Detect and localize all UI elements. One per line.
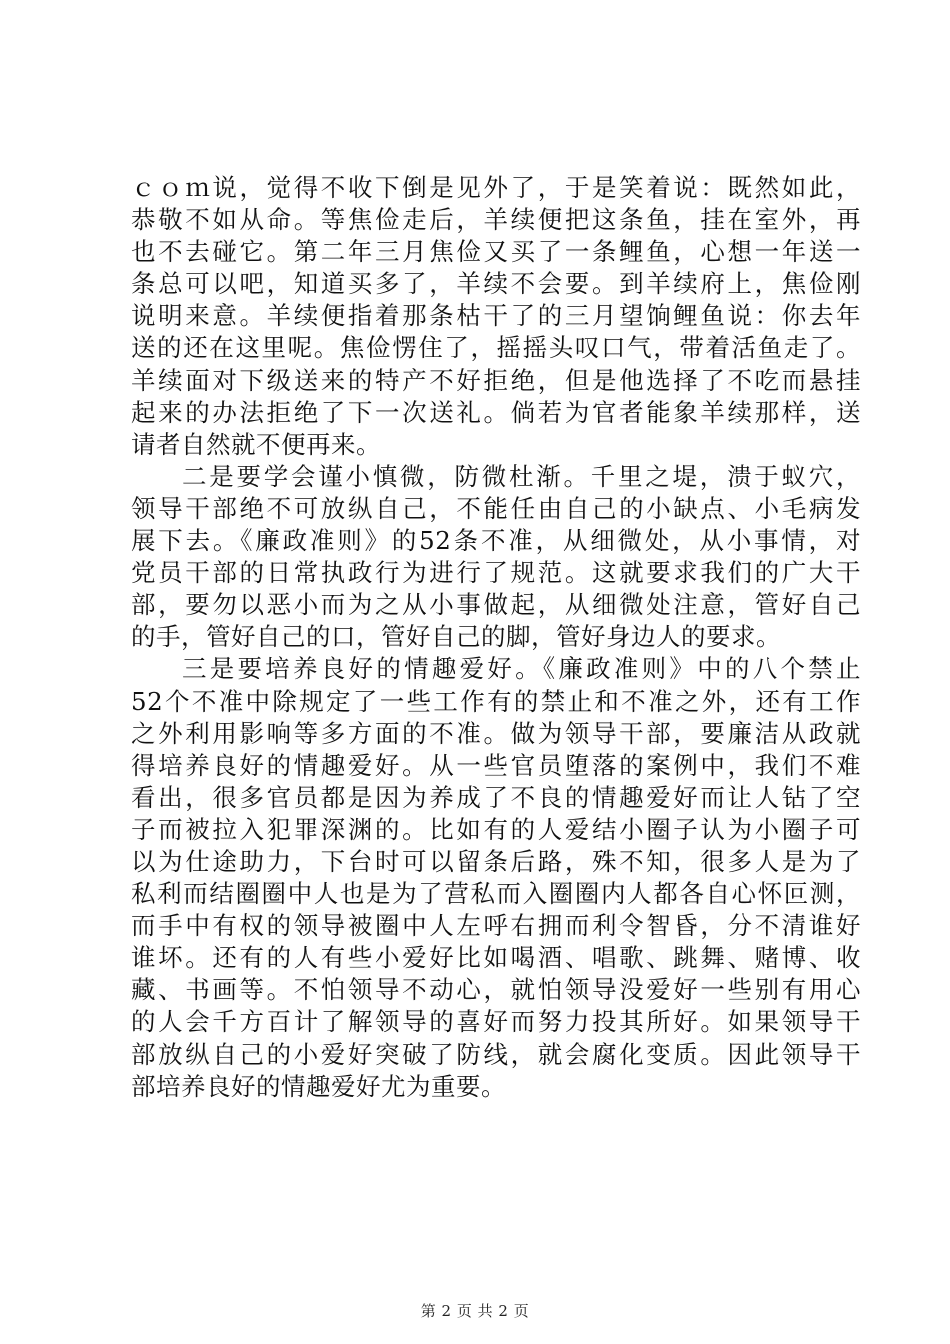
text-line: 部，要勿以恶小而为之从小事做起，从细微处注意，管好自己 bbox=[131, 590, 861, 620]
text-line: 看出，很多官员都是因为养成了不良的情趣爱好而让人钻了空 bbox=[131, 782, 861, 812]
text-line: 私利而结圈圈中人也是为了营私而入圈圈内人都各自心怀叵测， bbox=[131, 879, 861, 909]
text-line: 以为仕途助力，下台时可以留条后路，殊不知，很多人是为了 bbox=[131, 846, 861, 876]
document-body bbox=[131, 172, 861, 1103]
text-line: 部放纵自己的小爱好突破了防线，就会腐化变质。因此领导干 bbox=[131, 1039, 861, 1069]
text-line: 的手，管好自己的口，管好自己的脚，管好身边人的要求。 bbox=[131, 622, 781, 652]
text-line: 羊续面对下级送来的特产不好拒绝，但是他选择了不吃而悬挂 bbox=[131, 365, 861, 395]
text-line: 谁坏。还有的人有些小爱好比如喝酒、唱歌、跳舞、赌博、收 bbox=[131, 943, 861, 973]
text-line: 之外利用影响等多方面的不准。做为领导干部，要廉洁从政就 bbox=[131, 718, 861, 748]
text-line: 领导干部绝不可放纵自己，不能任由自己的小缺点、小毛病发 bbox=[131, 493, 861, 523]
text-line: 而手中有权的领导被圈中人左呼右拥而利令智昏，分不清谁好 bbox=[131, 911, 861, 941]
text-line: 条总可以吧，知道买多了，羊续不会要。到羊续府上，焦俭刚 bbox=[131, 269, 861, 299]
text-line: ｃｏｍ说，觉得不收下倒是见外了，于是笑着说：既然如此， bbox=[131, 173, 861, 202]
text-line: 52个不准中除规定了一些工作有的禁止和不准之外，还有工作 bbox=[131, 686, 861, 716]
text-line: 二是要学会谨小慎微，防微杜渐。千里之堤，溃于蚁穴， bbox=[182, 461, 861, 491]
text-line: 恭敬不如从命。等焦俭走后，羊续便把这条鱼，挂在室外，再 bbox=[131, 205, 861, 235]
text-line: 的人会千方百计了解领导的喜好而努力投其所好。如果领导干 bbox=[131, 1007, 861, 1037]
text-line: 三是要培养良好的情趣爱好。《廉政准则》中的八个禁止 bbox=[182, 654, 861, 684]
paragraph-2 bbox=[131, 461, 861, 654]
paragraph-1 bbox=[131, 172, 861, 461]
text-line: 展下去。《廉政准则》的52条不准，从细微处，从小事情，对 bbox=[131, 526, 861, 556]
text-line: 也不去碰它。第二年三月焦俭又买了一条鲤鱼，心想一年送一 bbox=[131, 237, 861, 267]
text-line: 送的还在这里呢。焦俭愣住了，摇摇头叹口气，带着活鱼走了。 bbox=[131, 333, 861, 363]
text-line: 得培养良好的情趣爱好。从一些官员堕落的案例中，我们不难 bbox=[131, 750, 861, 780]
text-line: 请者自然就不便再来。 bbox=[131, 429, 381, 459]
text-line: 说明来意。羊续便指着那条枯干了的三月望饷鲤鱼说：你去年 bbox=[131, 301, 861, 331]
text-line: 藏、书画等。不怕领导不动心，就怕领导没爱好一些别有用心 bbox=[131, 975, 861, 1005]
paragraph-3 bbox=[131, 653, 861, 1102]
text-line: 党员干部的日常执政行为进行了规范。这就要求我们的广大干 bbox=[131, 558, 861, 588]
page-footer: 第 2 页 共 2 页 bbox=[420, 1302, 530, 1320]
text-line: 起来的办法拒绝了下一次送礼。倘若为官者能象羊续那样，送 bbox=[131, 397, 861, 427]
text-line: 子而被拉入犯罪深渊的。比如有的人爱结小圈子认为小圈子可 bbox=[131, 814, 861, 844]
text-line: 部培养良好的情趣爱好尤为重要。 bbox=[131, 1071, 506, 1101]
